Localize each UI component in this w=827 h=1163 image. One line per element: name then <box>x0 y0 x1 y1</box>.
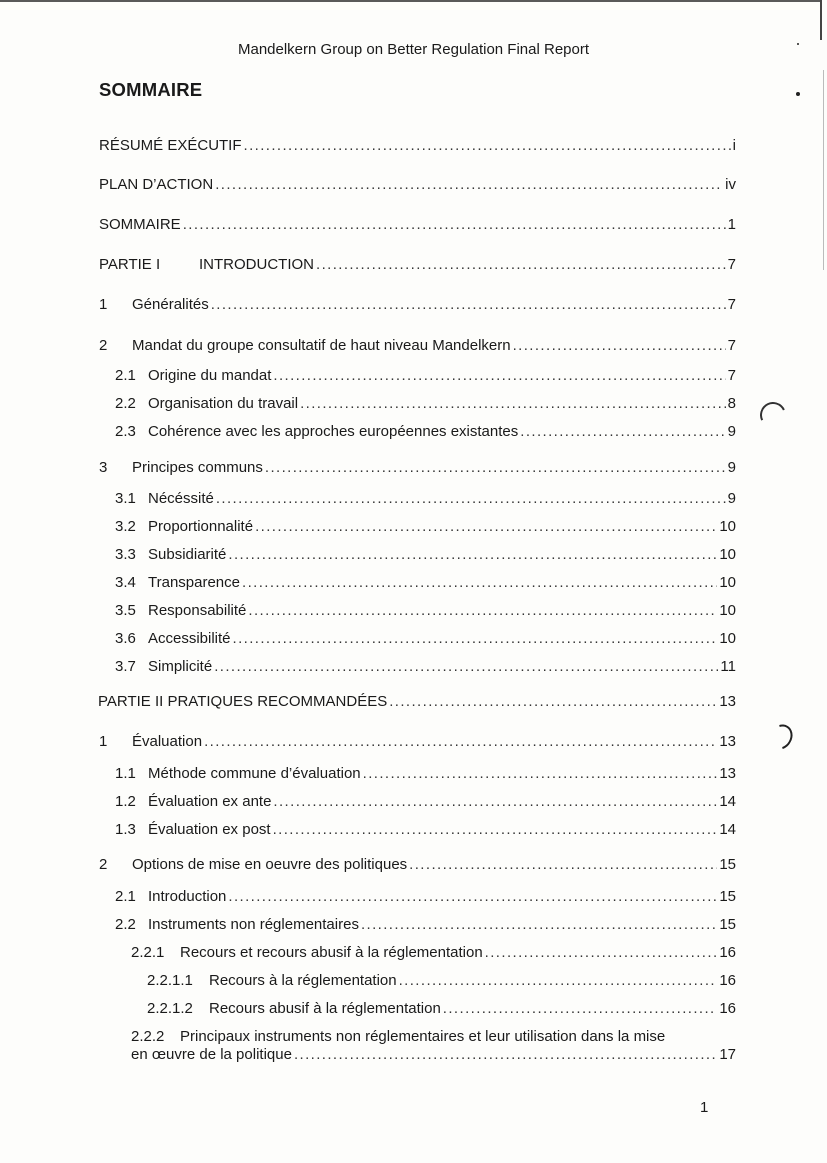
toc-leader-dots <box>215 176 723 194</box>
toc-entry-number: 2 <box>99 856 108 873</box>
toc-leader-dots <box>216 490 726 508</box>
toc-entry[interactable] <box>99 733 736 751</box>
toc-entry-page: 7 <box>727 256 736 273</box>
toc-entry-text: Nécéssité <box>148 490 214 507</box>
toc-entry-text-continued: en œuvre de la politique <box>131 1046 292 1063</box>
toc-entry-number: 3.7 <box>115 658 136 675</box>
toc-entry-text: Évaluation ex ante <box>148 793 272 810</box>
toc-entry[interactable] <box>99 256 736 274</box>
toc-entry-number: 3.4 <box>115 574 136 591</box>
toc-entry-number: 3.2 <box>115 518 136 535</box>
toc-leader-dots <box>399 972 718 990</box>
toc-entry-text: Recours à la réglementation <box>209 972 397 989</box>
toc-entry-number: 1 <box>99 296 108 313</box>
toc-leader-dots <box>255 518 717 536</box>
toc-entry[interactable] <box>99 137 736 155</box>
toc-entry[interactable] <box>98 693 736 711</box>
toc-entry-number: 2.2 <box>115 395 136 412</box>
toc-entry-text: Recours et recours abusif à la réglementation <box>180 944 483 961</box>
toc-entry[interactable] <box>115 916 736 934</box>
toc-entry-page: iv <box>725 176 736 193</box>
toc-entry-page: 14 <box>719 821 736 838</box>
toc-leader-dots <box>443 1000 718 1018</box>
toc-entry-text: Instruments non réglementaires <box>148 916 359 933</box>
toc-entry[interactable] <box>131 944 736 962</box>
toc-entry-text: PARTIE II PRATIQUES RECOMMANDÉES <box>98 693 388 710</box>
toc-leader-dots <box>520 423 725 441</box>
toc-entry-text: Mandat du groupe consultatif de haut niveau Mandelkern <box>132 337 511 354</box>
toc-leader-dots <box>244 137 731 155</box>
toc-entry-page: 9 <box>727 459 736 476</box>
toc-entry[interactable] <box>115 765 736 783</box>
toc-entry-page: 14 <box>719 793 736 810</box>
toc-entry-text: RÉSUMÉ EXÉCUTIF <box>99 137 242 154</box>
toc-entry-line2 <box>131 1046 736 1064</box>
toc-entry-page: 13 <box>719 693 736 710</box>
toc-entry-text: Principes communs <box>132 459 263 476</box>
toc-entry-page: 10 <box>719 518 736 535</box>
toc-entry[interactable] <box>115 658 736 676</box>
page-number: 1 <box>700 1099 709 1116</box>
toc-entry-text: Évaluation ex post <box>148 821 271 838</box>
toc-entry-page: 10 <box>719 574 736 591</box>
toc-leader-dots <box>409 856 717 874</box>
toc-entry-number: 2.2 <box>115 916 136 933</box>
toc-entry-number: 3.6 <box>115 630 136 647</box>
toc-entry-number: 2.3 <box>115 423 136 440</box>
toc-entry-page: i <box>732 137 736 154</box>
toc-entry[interactable] <box>115 821 736 839</box>
toc-entry-number: 3.5 <box>115 602 136 619</box>
toc-entry-text: Origine du mandat <box>148 367 272 384</box>
toc-entry[interactable] <box>115 518 736 536</box>
toc-entry-text: Responsabilité <box>148 602 247 619</box>
toc-leader-dots <box>265 459 726 477</box>
toc-entry-page: 10 <box>719 546 736 563</box>
toc-entry[interactable] <box>115 423 736 441</box>
toc-entry-page: 16 <box>719 972 736 989</box>
toc-entry-text: Proportionnalité <box>148 518 254 535</box>
toc-entry-page: 17 <box>719 1046 736 1063</box>
toc-entry-number: 1.3 <box>115 821 136 838</box>
page-title: SOMMAIRE <box>99 79 203 100</box>
toc-entry[interactable] <box>147 1000 736 1018</box>
toc-entry-line1 <box>131 1028 736 1046</box>
toc-entry[interactable] <box>115 574 736 592</box>
toc-entry-page: 1 <box>727 216 736 233</box>
toc-entry-page: 7 <box>727 337 736 354</box>
toc-entry[interactable] <box>147 972 736 990</box>
toc-entry-page: 7 <box>727 296 736 313</box>
toc-leader-dots <box>233 630 718 648</box>
toc-entry-text: INTRODUCTION <box>199 256 314 273</box>
toc-leader-dots <box>248 602 717 620</box>
toc-entry-text: Accessibilité <box>148 630 231 647</box>
toc-entry-number: PARTIE I <box>99 256 161 273</box>
toc-entry-text: Principaux instruments non réglementaires et leur utilisation dans la mise <box>180 1028 666 1045</box>
toc-entry-text: Méthode commune d’évaluation <box>148 765 361 782</box>
toc-entry-number: 3.1 <box>115 490 136 507</box>
toc-entry-page: 10 <box>719 602 736 619</box>
toc-entry-page: 8 <box>727 395 736 412</box>
toc-entry[interactable] <box>99 296 736 314</box>
toc-entry-page: 16 <box>719 944 736 961</box>
toc-entry[interactable] <box>115 395 736 413</box>
toc-entry-number: 2.2.1 <box>131 944 165 961</box>
toc-leader-dots <box>273 793 717 811</box>
toc-entry[interactable] <box>99 337 736 355</box>
toc-entry[interactable] <box>115 546 736 564</box>
toc-entry-number: 1.2 <box>115 793 136 810</box>
toc-leader-dots <box>228 888 717 906</box>
toc-leader-dots <box>183 216 726 234</box>
toc-entry[interactable] <box>99 856 736 874</box>
toc-entry-text: Transparence <box>148 574 240 591</box>
toc-entry-page: 15 <box>719 916 736 933</box>
toc-leader-dots <box>242 574 717 592</box>
toc-entry[interactable] <box>115 630 736 648</box>
toc-leader-dots <box>389 693 717 711</box>
toc-entry[interactable] <box>99 459 736 477</box>
toc-entry[interactable] <box>99 176 736 194</box>
toc-entry-number: 2.2.1.1 <box>147 972 193 989</box>
toc-entry-text: Recours abusif à la réglementation <box>209 1000 441 1017</box>
toc-entry[interactable] <box>115 888 736 906</box>
toc-entry-text: Simplicité <box>148 658 213 675</box>
toc-entry-page: 9 <box>727 423 736 440</box>
toc-leader-dots <box>273 367 725 385</box>
toc-entry-text: Généralités <box>132 296 209 313</box>
toc-leader-dots <box>361 916 717 934</box>
toc-entry-text: Options de mise en oeuvre des politiques <box>132 856 408 873</box>
toc-entry-text: Introduction <box>148 888 227 905</box>
toc-leader-dots <box>363 765 718 783</box>
toc-entry-page: 10 <box>719 630 736 647</box>
toc-entry-page: 13 <box>719 765 736 782</box>
toc-leader-dots <box>211 296 726 314</box>
toc-entry-text: Organisation du travail <box>148 395 299 412</box>
toc-entry-number: 2.2.2 <box>131 1028 165 1045</box>
toc-entry[interactable] <box>99 216 736 234</box>
toc-leader-dots <box>294 1046 717 1064</box>
toc-entry-number: 2 <box>99 337 108 354</box>
toc-entry-page: 13 <box>719 733 736 750</box>
toc-entry-text: Évaluation <box>132 733 203 750</box>
toc-entry-number: 2.1 <box>115 888 136 905</box>
toc-entry-number: 3.3 <box>115 546 136 563</box>
toc-entry-page: 16 <box>719 1000 736 1017</box>
toc-entry-number: 1.1 <box>115 765 136 782</box>
toc-entry-text: PLAN D’ACTION <box>99 176 214 193</box>
toc-entry[interactable] <box>115 367 736 385</box>
toc-entry-text: Cohérence avec les approches européennes existantes <box>148 423 519 440</box>
toc-leader-dots <box>513 337 726 355</box>
toc-entry-page: 15 <box>719 888 736 905</box>
toc-entry-text: Subsidiarité <box>148 546 227 563</box>
toc-entry-page: 7 <box>727 367 736 384</box>
toc-entry-number: 1 <box>99 733 108 750</box>
toc-leader-dots <box>300 395 726 413</box>
toc-entry-text: SOMMAIRE <box>99 216 181 233</box>
toc-entry-number: 3 <box>99 459 108 476</box>
toc-leader-dots <box>204 733 717 751</box>
toc-leader-dots <box>214 658 718 676</box>
toc-entry[interactable] <box>131 1028 736 1064</box>
toc-entry-number: 2.2.1.2 <box>147 1000 193 1017</box>
page-header: Mandelkern Group on Better Regulation Final Report <box>237 41 590 58</box>
toc-leader-dots <box>316 256 726 274</box>
toc-leader-dots <box>228 546 717 564</box>
toc-entry[interactable] <box>115 793 736 811</box>
toc-leader-dots <box>273 821 718 839</box>
toc-leader-dots <box>485 944 718 962</box>
toc-entry[interactable] <box>115 490 736 508</box>
toc-entry-number: 2.1 <box>115 367 136 384</box>
toc-entry-page: 11 <box>720 658 736 675</box>
toc-entry[interactable] <box>115 602 736 620</box>
toc-entry-page: 9 <box>727 490 736 507</box>
toc-entry-page: 15 <box>719 856 736 873</box>
